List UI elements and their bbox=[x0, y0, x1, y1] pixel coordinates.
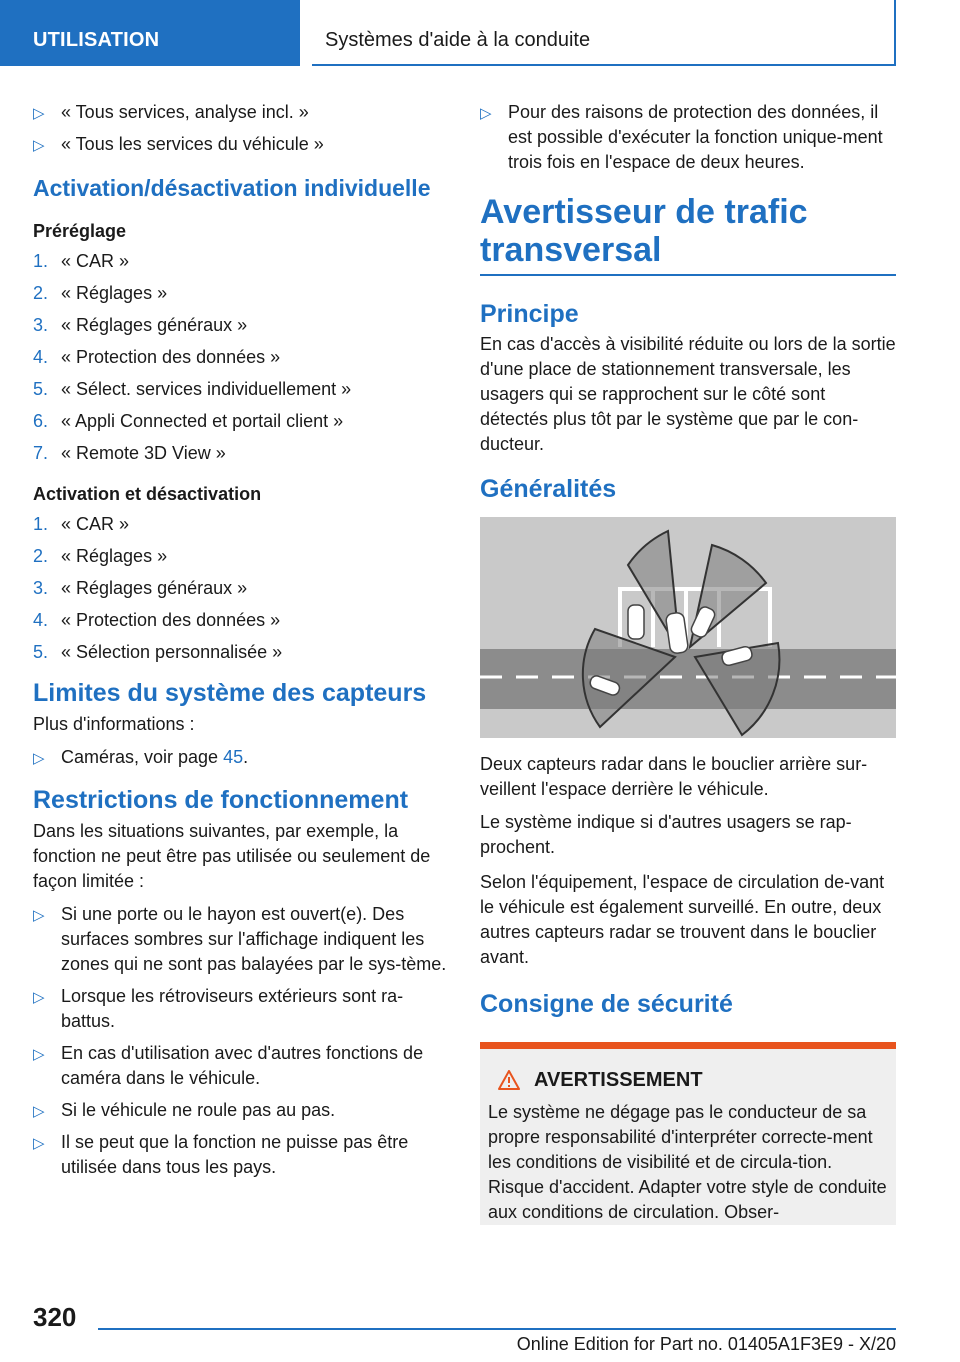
triangle-right-icon: ▷ bbox=[33, 989, 45, 1006]
heading-main: Avertisseur de trafic transversal bbox=[480, 193, 808, 269]
restrictions-list bbox=[33, 902, 449, 1180]
cross-traffic-diagram bbox=[480, 517, 896, 738]
list-item: 1. « CAR » bbox=[33, 514, 130, 534]
warning-bar bbox=[480, 1042, 896, 1049]
list-item: 2. « Réglages » bbox=[33, 283, 168, 303]
list-item: ▷ Pour des raisons de protection des données, il est possible d'exécuter la fonction unique-ment trois fois en l'espace de deux heures. bbox=[480, 102, 883, 172]
triangle-right-icon: ▷ bbox=[33, 907, 45, 924]
list-item: ▷ Lorsque les rétroviseurs extérieurs sont ra-battus. bbox=[33, 986, 404, 1031]
general-paragraph-2: Le système indique si d'autres usagers se rap-prochent. bbox=[480, 812, 852, 857]
warning-header bbox=[498, 1066, 888, 1094]
heading-general: Généralités bbox=[480, 475, 617, 503]
warning-text: Le système ne dégage pas le conducteur de sa propre responsabilité d'interpréter correcte-ment les conditions de visibilité et de circula-tion. Risque d'accident. Adapter votre style de conduite aux conditions de circulation. Obser- bbox=[488, 1102, 887, 1222]
header-section-title: UTILISATION bbox=[33, 29, 160, 51]
list-item: ▷ « Tous services, analyse incl. » bbox=[33, 100, 449, 125]
list-item: ▷ « Tous les services du véhicule » bbox=[33, 132, 449, 157]
general-paragraph-3: Selon l'équipement, l'espace de circulation de-vant le véhicule est également surveillé. En outre, deux autres capteurs radar se trouvent dans le bouclier avant. bbox=[480, 872, 885, 967]
list-item: 2. « Réglages » bbox=[33, 546, 168, 566]
heading-rule bbox=[480, 274, 896, 276]
triangle-right-icon: ▷ bbox=[33, 1046, 45, 1063]
triangle-right-icon: ▷ bbox=[33, 1135, 45, 1152]
heading-activation: Activation et désactivation bbox=[33, 484, 262, 504]
heading-safety: Consigne de sécurité bbox=[480, 990, 733, 1018]
list-item: 5. « Sélect. services individuellement » bbox=[33, 379, 352, 399]
page-number: 320 bbox=[33, 1302, 77, 1332]
warning-title: AVERTISSEMENT bbox=[534, 1069, 703, 1091]
limits-intro: Plus d'informations : bbox=[33, 714, 195, 734]
triangle-right-icon: ▷ bbox=[480, 105, 492, 122]
preset-steps-list bbox=[33, 249, 449, 466]
list-item: 6. « Appli Connected et portail client » bbox=[33, 411, 344, 431]
list-item: 5. « Sélection personnalisée » bbox=[33, 642, 283, 662]
right-column bbox=[480, 100, 896, 1225]
list-item: 1. « CAR » bbox=[33, 251, 130, 271]
list-item: ▷ Si le véhicule ne roule pas au pas. bbox=[33, 1098, 449, 1123]
page-link[interactable]: 45 bbox=[223, 747, 244, 767]
general-paragraph-1: Deux capteurs radar dans le bouclier arrière sur-veillent l'espace derrière le véhicule. bbox=[480, 754, 868, 799]
header-chapter-box bbox=[312, 0, 896, 66]
list-item: 3. « Réglages généraux » bbox=[33, 578, 248, 598]
heading-sensor-limits: Limites du système des capteurs bbox=[33, 679, 427, 707]
header-section-tab bbox=[0, 0, 300, 66]
cross-traffic-illustration bbox=[480, 517, 896, 738]
heading-individual-activation: Activation/désactivation individuelle bbox=[33, 175, 431, 201]
triangle-right-icon: ▷ bbox=[33, 105, 45, 122]
activation-steps-list bbox=[33, 512, 449, 665]
triangle-right-icon: ▷ bbox=[33, 137, 45, 154]
triangle-right-icon: ▷ bbox=[33, 750, 45, 767]
footer-rule bbox=[98, 1328, 896, 1330]
list-item: 4. « Protection des données » bbox=[33, 347, 281, 367]
warning-box bbox=[480, 1042, 896, 1225]
footer-edition: Online Edition for Part no. 01405A1F3E9 - X/20 bbox=[516, 1334, 896, 1354]
list-item: 4. « Protection des données » bbox=[33, 610, 281, 630]
left-column bbox=[33, 100, 449, 1187]
heading-restrictions: Restrictions de fonctionnement bbox=[33, 786, 409, 814]
heading-principle: Principe bbox=[480, 300, 579, 328]
warning-triangle-icon bbox=[498, 1070, 520, 1090]
header-chapter-title: Systèmes d'aide à la conduite bbox=[325, 29, 591, 51]
list-item: 7. « Remote 3D View » bbox=[33, 443, 226, 463]
list-item: ▷ Caméras, voir page 45. bbox=[33, 745, 449, 770]
list-item: ▷ En cas d'utilisation avec d'autres fonctions de caméra dans le véhicule. bbox=[33, 1043, 424, 1088]
list-item: ▷ Il se peut que la fonction ne puisse pas être utilisée dans tous les pays. bbox=[33, 1132, 409, 1177]
list-item: 3. « Réglages généraux » bbox=[33, 315, 248, 335]
list-item: ▷ Si une porte ou le hayon est ouvert(e). Des surfaces sombres sur l'affichage indiquent les zones qui ne sont pas balayées par le sys-tème. bbox=[33, 904, 447, 974]
triangle-right-icon: ▷ bbox=[33, 1103, 45, 1120]
restrictions-intro: Dans les situations suivantes, par exemple, la fonction ne peut être pas utilisée ou seulement de façon limitée : bbox=[33, 821, 431, 891]
principle-text: En cas d'accès à visibilité réduite ou lors de la sortie d'une place de stationnement transversale, les usagers qui se rapprochent sur le côté sont détectés plus tôt par le système que par le con-ducteur. bbox=[480, 334, 896, 454]
heading-preset: Préréglage bbox=[33, 221, 127, 241]
